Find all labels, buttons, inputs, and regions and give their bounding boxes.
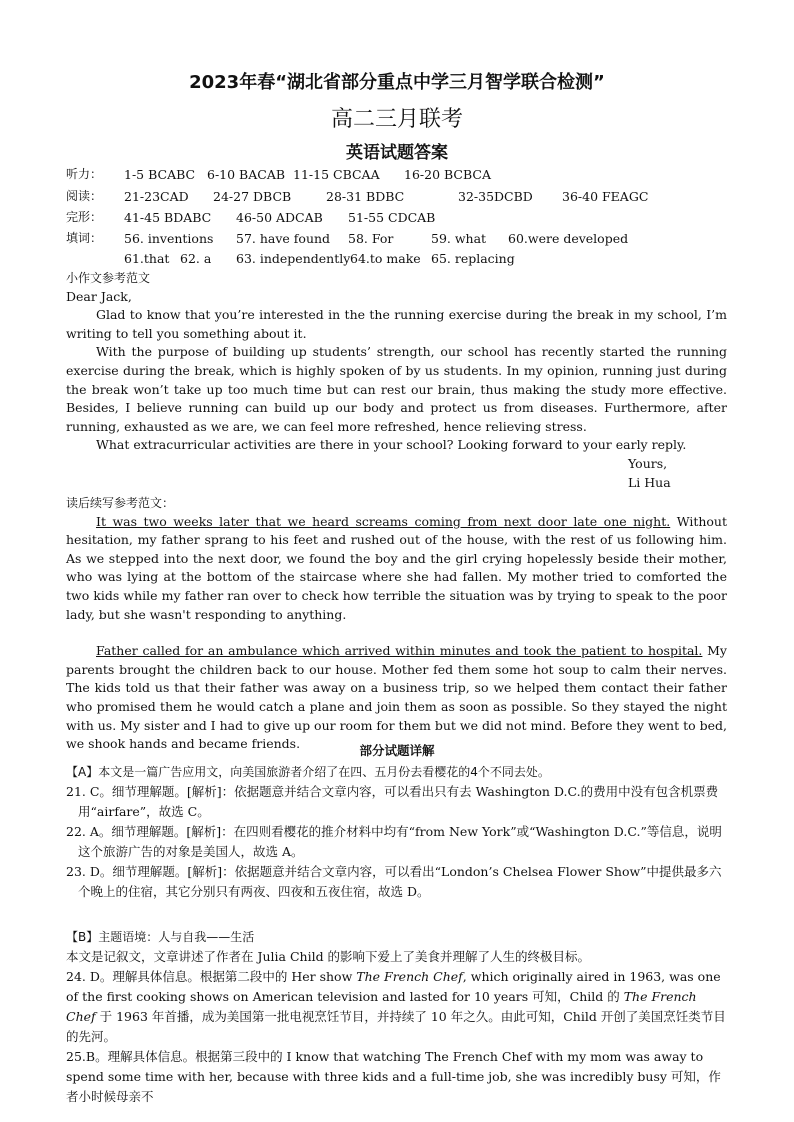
reading-label: 阅读： bbox=[66, 189, 103, 203]
short-essay bbox=[66, 269, 727, 492]
exam-subtitle: 高二三月联考 bbox=[330, 107, 463, 132]
answer-item: 1-5 BCABC bbox=[124, 167, 196, 182]
explanations-a bbox=[66, 762, 727, 902]
italic-title: The French Chef bbox=[66, 989, 697, 1024]
given-sentence: It was two weeks later that we heard screams coming from next door late one night. bbox=[96, 513, 671, 529]
answer-item: 36-40 FEAGC bbox=[562, 189, 649, 204]
explanations-heading: 部分试题详解 bbox=[359, 743, 435, 758]
answer-key-title: 英语试题答案 bbox=[346, 143, 448, 163]
answer-item: 46-50 ADCAB bbox=[236, 210, 323, 225]
answer-item: 28-31 BDBC bbox=[326, 189, 405, 204]
continuation-paragraph-2 bbox=[66, 642, 727, 754]
answer-item: 57. have found bbox=[236, 231, 331, 246]
text-run: 24. D。理解具体信息。根据第二段中的 Her show bbox=[66, 969, 357, 984]
paragraph-text: Without hesitation, my father sprang to his feet and rushed out of the house, with the rest of us following him. As we stepped into the next door, we found the boy and the girl crying hopelessly beside their mother, who was lying at the bottom of the staircase where she had fallen. My mother tried to comforted the two kids while my father ran over to check how terrible the situation was by trying to speak to the poor lady, but she wasn't responding to anything. bbox=[66, 513, 727, 622]
passage-intro: 【A】本文是一篇广告应用文，向美国旅游者介绍了在四、五月份去看樱花的4个不同去处。 bbox=[66, 765, 550, 779]
signature: Li Hua bbox=[628, 474, 671, 490]
answer-item: 32-35DCBD bbox=[458, 189, 533, 204]
question-explanation bbox=[66, 967, 727, 1047]
italic-title: The French Chef bbox=[356, 969, 463, 984]
paragraph-text: My parents brought the children back to our house. Mother fed them some hot soup to calm their nerves. The kids told us that their father was away on a business trip, so we helped them contact their father who promised them he would catch a plane and join them as soon as possible. So they stayed the night with us. My sister and I had to give up our room for them but we did not mind. Before they went to bed, we shook hands and became friends. bbox=[66, 643, 727, 752]
essay-paragraph: Glad to know that you’re interested in the the running exercise during the break in my school, I’m writing to tell you something about it. bbox=[66, 307, 727, 341]
answer-item: 6-10 BACAB bbox=[207, 167, 286, 182]
answer-item: 63. independently bbox=[236, 251, 351, 266]
answer-item: 60.were developed bbox=[508, 231, 629, 246]
exam-title: 2023年春“湖北省部分重点中学三月智学联合检测” bbox=[189, 72, 605, 93]
essay-paragraph: With the purpose of building up students’ strength, our school has recently started the running exercise during the break, which is highly spoken of by us students. In my opinion, running just during the break won’t take up too much time but can rest our brain, thus making the study more effective. Besides, I believe running can build up our body and protect us from diseases. Furthermore, after running, exhausted as we are, we can feel more refreshed, hence relieving stress. bbox=[66, 344, 727, 434]
answer-item: 65. replacing bbox=[431, 251, 515, 266]
passage-intro: 本文是记叙文，文章讲述了作者在 Julia Child 的影响下爱上了美食并理解了人生的终极目标。 bbox=[66, 949, 591, 964]
question-explanation: 21. C。细节理解题。[解析]：依据题意并结合文章内容，可以看出只有去 Washington D.C.的费用中没有包含机票费用“airfare”，故选 C。 bbox=[66, 784, 719, 819]
question-explanation: 23. D。细节理解题。[解析]：依据题意并结合文章内容，可以看出“London’s Chelsea Flower Show”中提供最多六个晚上的住宿，其它分别只有两夜、四夜和五夜住宿，故选 D。 bbox=[66, 864, 722, 899]
answer-item: 11-15 CBCAA bbox=[293, 167, 380, 182]
given-sentence: Father called for an ambulance which arrived within minutes and took the patient to hospital. bbox=[96, 643, 703, 659]
answer-item: 58. For bbox=[348, 231, 394, 246]
answer-item: 16-20 BCBCA bbox=[404, 167, 491, 182]
answer-item: 41-45 BDABC bbox=[124, 210, 212, 225]
question-explanation: 25.B。理解具体信息。根据第三段中的 I know that watching The French Chef with my mom was away to spend some time with her, because with three kids and a full-time job, she was incredibly busy 可知，作者小时候母亲不 bbox=[66, 1049, 721, 1104]
continuation-paragraph-1 bbox=[66, 513, 727, 625]
answer-item: 21-23CAD bbox=[124, 189, 189, 204]
essay-paragraph: What extracurricular activities are there in your school? Looking forward to your early reply. bbox=[96, 437, 687, 453]
answer-item: 24-27 DBCB bbox=[213, 189, 292, 204]
explanations-b bbox=[66, 927, 727, 1107]
answer-item: 51-55 CDCAB bbox=[348, 210, 436, 225]
closing: Yours, bbox=[628, 455, 668, 471]
answer-item: 62. a bbox=[180, 251, 212, 266]
continuation-label: 读后续写参考范文： bbox=[66, 496, 175, 510]
text-run: , which originally aired in 1963, was one of the first cooking shows on American television and lasted for 10 years 可知，Child 的 bbox=[66, 969, 721, 1004]
cloze-label: 完形： bbox=[66, 210, 103, 224]
answer-item: 61.that bbox=[124, 251, 170, 266]
fill-label: 填词： bbox=[66, 231, 103, 245]
question-explanation: 22. A。细节理解题。[解析]：在四则看樱花的推介材料中均有“from New York”或“Washington D.C.”等信息，说明这个旅游广告的对象是美国人，故选 A。 bbox=[66, 824, 722, 859]
text-run: 于 1963 年首播，成为美国第一批电视烹饪节目，并持续了 10 年之久。由此可知，Child 开创了美国烹饪类节目的先河。 bbox=[66, 1009, 726, 1044]
answer-item: 59. what bbox=[431, 231, 487, 246]
salutation: Dear Jack, bbox=[66, 288, 132, 304]
passage-theme: 【B】主题语境：人与自我——生活 bbox=[66, 930, 255, 944]
answer-item: 56. inventions bbox=[124, 231, 214, 246]
answer-item: 64.to make bbox=[350, 251, 421, 266]
short-essay-label: 小作文参考范文 bbox=[66, 271, 151, 285]
continuation-essay bbox=[66, 494, 727, 754]
listening-label: 听力： bbox=[66, 167, 103, 181]
